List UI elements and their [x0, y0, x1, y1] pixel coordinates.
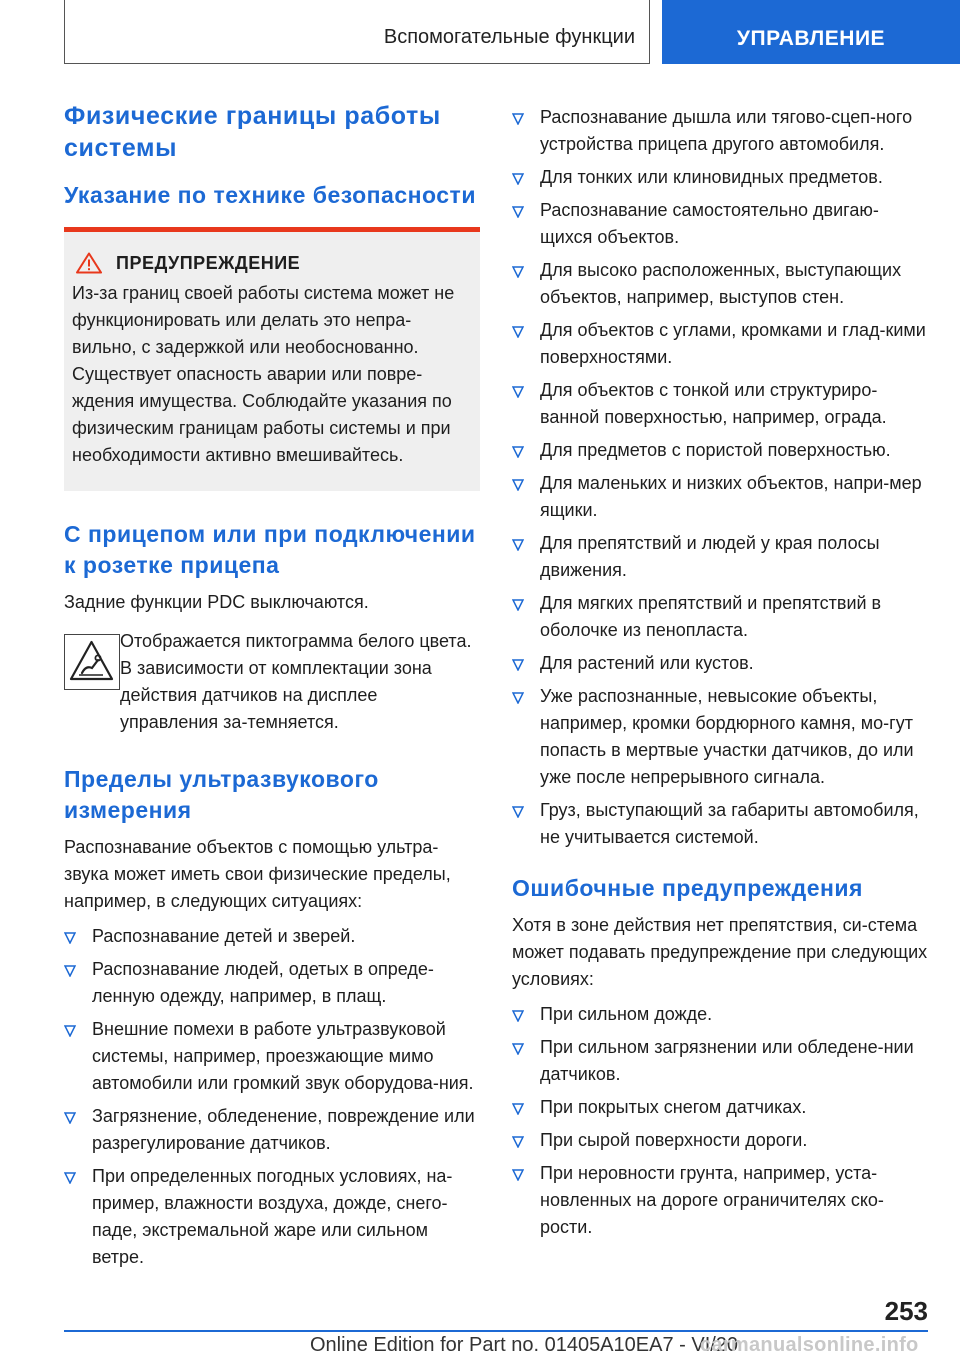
list-item: Для препятствий и людей у края полосы движения.	[512, 530, 928, 584]
list-item: Для предметов с пористой поверхностью.	[512, 437, 928, 464]
triangle-bullet-icon	[64, 1025, 76, 1037]
false-warnings-heading: Ошибочные предупреждения	[512, 875, 863, 901]
triangle-bullet-icon	[512, 539, 524, 551]
page-title: Физические границы работы системы	[64, 102, 441, 162]
triangle-bullet-icon	[64, 1172, 76, 1184]
list-item: Внешние помехи в работе ультразвуковой системы, например, проезжающие мимо автомобили или громкий звук оборудова-ния.	[64, 1016, 480, 1097]
section-tab	[64, 0, 650, 64]
list-item: Для мягких препятствий и препятствий в оболочке из пенопласта.	[512, 590, 928, 644]
warning-header	[72, 252, 472, 274]
trailer-text: Задние функции PDC выключаются.	[64, 592, 369, 612]
list-item: Для объектов с углами, кромками и глад-кими поверхностями.	[512, 317, 928, 371]
pictogram-note	[64, 628, 480, 736]
false-warnings-intro: Хотя в зоне действия нет препятствия, си-стема может подавать предупреждение при следующих условиях:	[512, 915, 928, 989]
triangle-bullet-icon	[512, 659, 524, 671]
triangle-bullet-icon	[512, 479, 524, 491]
triangle-bullet-icon	[512, 1103, 524, 1115]
list-item: Распознавание детей и зверей.	[64, 923, 480, 950]
right-column	[512, 100, 928, 1247]
list-item: Для высоко расположенных, выступающих объектов, например, выступов стен.	[512, 257, 928, 311]
list-item: Уже распознанные, невысокие объекты, например, кромки бордюрного камня, мо-гут попасть в мертвые участки датчиков, до или уже после непрерывного сигнала.	[512, 683, 928, 791]
triangle-bullet-icon	[512, 266, 524, 278]
triangle-bullet-icon	[512, 113, 524, 125]
triangle-bullet-icon	[512, 692, 524, 704]
triangle-bullet-icon	[512, 1169, 524, 1181]
ultrasonic-heading: Пределы ультразвукового измерения	[64, 766, 379, 823]
footer-divider	[64, 1330, 928, 1332]
triangle-bullet-icon	[64, 1112, 76, 1124]
page-header	[0, 0, 960, 66]
triangle-bullet-icon	[512, 446, 524, 458]
triangle-bullet-icon	[64, 932, 76, 944]
ultrasonic-intro: Распознавание объектов с помощью ультра-звука может иметь свои физические пределы, например, в следующих ситуациях:	[64, 837, 451, 911]
triangle-bullet-icon	[512, 173, 524, 185]
list-item: Распознавание людей, одетых в опреде-ленную одежду, например, в плащ.	[64, 956, 480, 1010]
warning-triangle-icon	[76, 252, 102, 274]
equipment-note: В зависимости от комплектации зона действия датчиков на дисплее управления за-темняется.	[120, 658, 432, 732]
triangle-bullet-icon	[512, 1043, 524, 1055]
watermark: carmanualsonline.info	[700, 1334, 919, 1356]
list-item: Распознавание самостоятельно двигаю-щихся объектов.	[512, 197, 928, 251]
list-item: При неровности грунта, например, уста-новленных на дороге ограничителях ско-рости.	[512, 1160, 928, 1241]
left-column	[64, 100, 480, 1277]
ultrasonic-list	[64, 923, 480, 1271]
list-item: Для тонких или клиновидных предметов.	[512, 164, 928, 191]
list-item: Распознавание дышла или тягово-сцеп-ного устройства прицепа другого автомобиля.	[512, 104, 928, 158]
warning-box	[64, 227, 480, 491]
warning-title: ПРЕДУПРЕЖДЕНИЕ	[116, 252, 301, 273]
triangle-bullet-icon	[64, 965, 76, 977]
list-item: При сырой поверхности дороги.	[512, 1127, 928, 1154]
limits-list	[512, 104, 928, 851]
pictogram-text: Отображается пиктограмма белого цвета.	[120, 631, 472, 651]
triangle-bullet-icon	[512, 386, 524, 398]
warning-text: Из-за границ своей работы система может не функционировать или делать это непра-вильно, с задержкой или необоснованно. Существует опасность аварии или повре-ждения имущества. Соблюдайте указания по физическим границам работы системы и при необходимости активно вмешивайтесь.	[72, 283, 455, 465]
safety-heading: Указание по технике безопасности	[64, 182, 476, 208]
trailer-heading: С прицепом или при подключении к розетке прицепа	[64, 521, 476, 578]
list-item: Для маленьких и низких объектов, напри-мер ящики.	[512, 470, 928, 524]
list-item: Груз, выступающий за габариты автомобиля, не учитывается системой.	[512, 797, 928, 851]
page-number: 253	[884, 1296, 928, 1326]
edition-text: Online Edition for Part no. 01405A10EA7 - VI/20	[310, 1334, 739, 1356]
false-warnings-list	[512, 1001, 928, 1241]
list-item: При сильном дожде.	[512, 1001, 928, 1028]
trailer-pictogram-icon	[64, 634, 120, 690]
triangle-bullet-icon	[512, 326, 524, 338]
triangle-bullet-icon	[512, 1010, 524, 1022]
triangle-bullet-icon	[512, 599, 524, 611]
list-item: При сильном загрязнении или обледене-нии датчиков.	[512, 1034, 928, 1088]
triangle-bullet-icon	[512, 206, 524, 218]
triangle-bullet-icon	[512, 806, 524, 818]
list-item: Для объектов с тонкой или структуриро-ванной поверхностью, например, ограда.	[512, 377, 928, 431]
list-item: При определенных погодных условиях, на-пример, влажности воздуха, дожде, снего-паде, экстремальной жаре или сильном ветре.	[64, 1163, 480, 1271]
list-item: Для растений или кустов.	[512, 650, 928, 677]
list-item: При покрытых снегом датчиках.	[512, 1094, 928, 1121]
section-title: Вспомогательные функции	[383, 26, 635, 48]
triangle-bullet-icon	[512, 1136, 524, 1148]
chapter-tab[interactable]: УПРАВЛЕНИЕ	[662, 0, 960, 64]
list-item: Загрязнение, обледенение, повреждение или разрегулирование датчиков.	[64, 1103, 480, 1157]
